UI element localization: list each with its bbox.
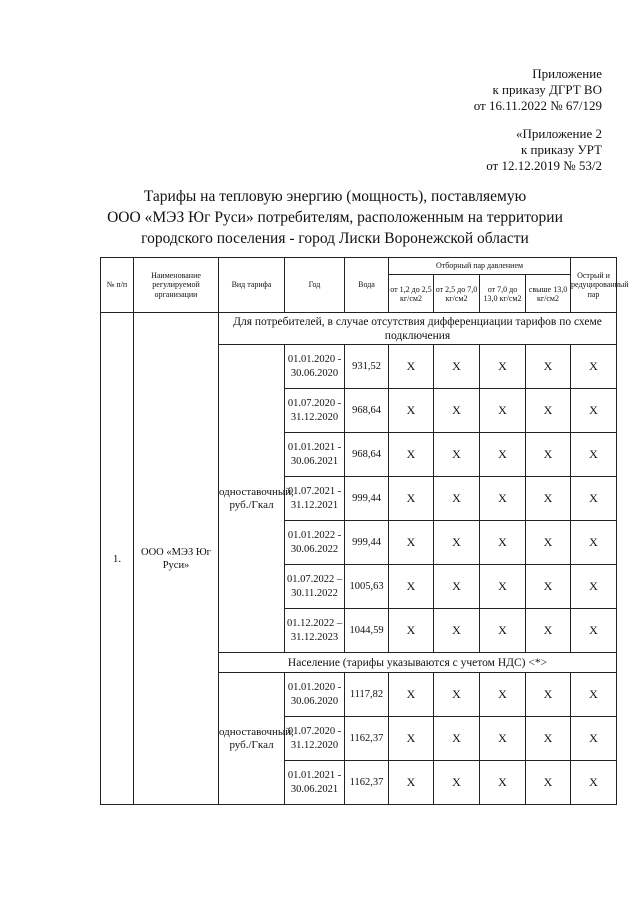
row-number: 1. bbox=[101, 313, 134, 805]
steam-tariff-cell: X bbox=[389, 673, 434, 717]
appendix-line: к приказу ДГРТ ВО bbox=[492, 82, 602, 97]
steam-tariff-cell: X bbox=[526, 521, 571, 565]
steam-tariff-cell: X bbox=[526, 345, 571, 389]
steam-tariff-cell: X bbox=[434, 609, 480, 653]
tariff-kind: одноставочный, руб./Гкал bbox=[219, 673, 285, 805]
steam-tariff-cell: X bbox=[434, 717, 480, 761]
steam-tariff-cell: X bbox=[480, 673, 526, 717]
appendix-line: от 16.11.2022 № 67/129 bbox=[473, 98, 602, 113]
steam-tariff-cell: X bbox=[480, 433, 526, 477]
appendix2-line: «Приложение 2 bbox=[515, 126, 602, 141]
steam-tariff-cell: X bbox=[434, 565, 480, 609]
period-cell: 01.07.2020 - 31.12.2020 bbox=[285, 389, 345, 433]
steam-tariff-cell: X bbox=[480, 609, 526, 653]
steam-tariff-cell: X bbox=[526, 717, 571, 761]
header-steam-2: от 2,5 до 7,0 кг/см2 bbox=[434, 275, 480, 313]
water-tariff-cell: 931,52 bbox=[345, 345, 389, 389]
period-cell: 01.01.2020 - 30.06.2020 bbox=[285, 673, 345, 717]
steam-tariff-cell: X bbox=[571, 433, 617, 477]
steam-tariff-cell: X bbox=[526, 609, 571, 653]
appendix2-line: от 12.12.2019 № 53/2 bbox=[486, 158, 602, 173]
steam-tariff-cell: X bbox=[571, 565, 617, 609]
period-cell: 01.01.2022 - 30.06.2022 bbox=[285, 521, 345, 565]
appendix2-header bbox=[486, 126, 602, 174]
header-sharp-steam: Острый и редуцированный пар bbox=[571, 258, 617, 313]
water-tariff-cell: 1162,37 bbox=[345, 761, 389, 805]
steam-tariff-cell: X bbox=[480, 717, 526, 761]
steam-tariff-cell: X bbox=[480, 521, 526, 565]
header-steam-4: свыше 13,0 кг/см2 bbox=[526, 275, 571, 313]
steam-tariff-cell: X bbox=[571, 761, 617, 805]
steam-tariff-cell: X bbox=[434, 673, 480, 717]
steam-tariff-cell: X bbox=[434, 761, 480, 805]
water-tariff-cell: 1162,37 bbox=[345, 717, 389, 761]
period-cell: 01.12.2022 – 31.12.2023 bbox=[285, 609, 345, 653]
steam-tariff-cell: X bbox=[480, 345, 526, 389]
steam-tariff-cell: X bbox=[389, 717, 434, 761]
title-line: ООО «МЭЗ Юг Руси» потребителям, расположенным на территории bbox=[107, 209, 563, 226]
section-title: Население (тарифы указываются с учетом НДС) <*> bbox=[219, 653, 617, 673]
water-tariff-cell: 999,44 bbox=[345, 477, 389, 521]
steam-tariff-cell: X bbox=[526, 761, 571, 805]
tariff-kind: одноставочный, руб./Гкал bbox=[219, 345, 285, 653]
steam-tariff-cell: X bbox=[571, 673, 617, 717]
title-line: городского поселения - город Лиски Воронежской области bbox=[141, 230, 529, 247]
section-title: Для потребителей, в случае отсутствия дифференциации тарифов по схеме подключения bbox=[219, 313, 617, 345]
period-cell: 01.07.2020 - 31.12.2020 bbox=[285, 717, 345, 761]
water-tariff-cell: 1044,59 bbox=[345, 609, 389, 653]
header-org: Наименование регулируемой организации bbox=[134, 258, 219, 313]
steam-tariff-cell: X bbox=[526, 389, 571, 433]
steam-tariff-cell: X bbox=[526, 477, 571, 521]
steam-tariff-cell: X bbox=[389, 345, 434, 389]
steam-tariff-cell: X bbox=[389, 521, 434, 565]
steam-tariff-cell: X bbox=[526, 433, 571, 477]
period-cell: 01.01.2021 - 30.06.2021 bbox=[285, 761, 345, 805]
header-steam-1: от 1,2 до 2,5 кг/см2 bbox=[389, 275, 434, 313]
steam-tariff-cell: X bbox=[526, 673, 571, 717]
water-tariff-cell: 968,64 bbox=[345, 433, 389, 477]
steam-tariff-cell: X bbox=[571, 477, 617, 521]
steam-tariff-cell: X bbox=[389, 565, 434, 609]
steam-tariff-cell: X bbox=[480, 389, 526, 433]
water-tariff-cell: 1117,82 bbox=[345, 673, 389, 717]
organization-name: ООО «МЭЗ Юг Руси» bbox=[134, 313, 219, 805]
period-cell: 01.07.2022 – 30.11.2022 bbox=[285, 565, 345, 609]
steam-tariff-cell: X bbox=[480, 477, 526, 521]
steam-tariff-cell: X bbox=[571, 609, 617, 653]
steam-tariff-cell: X bbox=[571, 389, 617, 433]
appendix-header bbox=[474, 66, 602, 114]
steam-tariff-cell: X bbox=[434, 389, 480, 433]
steam-tariff-cell: X bbox=[434, 433, 480, 477]
water-tariff-cell: 999,44 bbox=[345, 521, 389, 565]
steam-tariff-cell: X bbox=[480, 565, 526, 609]
water-tariff-cell: 968,64 bbox=[345, 389, 389, 433]
header-num: № п/п bbox=[101, 258, 134, 313]
appendix2-line: к приказу УРТ bbox=[520, 142, 602, 157]
header-year: Год bbox=[285, 258, 345, 313]
tariff-table bbox=[100, 257, 629, 805]
steam-tariff-cell: X bbox=[389, 477, 434, 521]
appendix-line: Приложение bbox=[532, 66, 602, 81]
steam-tariff-cell: X bbox=[434, 521, 480, 565]
steam-tariff-cell: X bbox=[434, 477, 480, 521]
steam-tariff-cell: X bbox=[571, 717, 617, 761]
steam-tariff-cell: X bbox=[389, 761, 434, 805]
steam-tariff-cell: X bbox=[571, 521, 617, 565]
steam-tariff-cell: X bbox=[571, 345, 617, 389]
header-steam-group: Отборный пар давлением bbox=[389, 258, 571, 275]
steam-tariff-cell: X bbox=[526, 565, 571, 609]
water-tariff-cell: 1005,63 bbox=[345, 565, 389, 609]
steam-tariff-cell: X bbox=[480, 761, 526, 805]
document-title bbox=[95, 186, 575, 249]
steam-tariff-cell: X bbox=[389, 609, 434, 653]
header-kind: Вид тарифа bbox=[219, 258, 285, 313]
steam-tariff-cell: X bbox=[389, 433, 434, 477]
title-line: Тарифы на тепловую энергию (мощность), поставляемую bbox=[143, 188, 527, 205]
steam-tariff-cell: X bbox=[434, 345, 480, 389]
period-cell: 01.01.2021 - 30.06.2021 bbox=[285, 433, 345, 477]
header-water: Вода bbox=[345, 258, 389, 313]
period-cell: 01.07.2021 - 31.12.2021 bbox=[285, 477, 345, 521]
period-cell: 01.01.2020 - 30.06.2020 bbox=[285, 345, 345, 389]
steam-tariff-cell: X bbox=[389, 389, 434, 433]
header-steam-3: от 7,0 до 13,0 кг/см2 bbox=[480, 275, 526, 313]
